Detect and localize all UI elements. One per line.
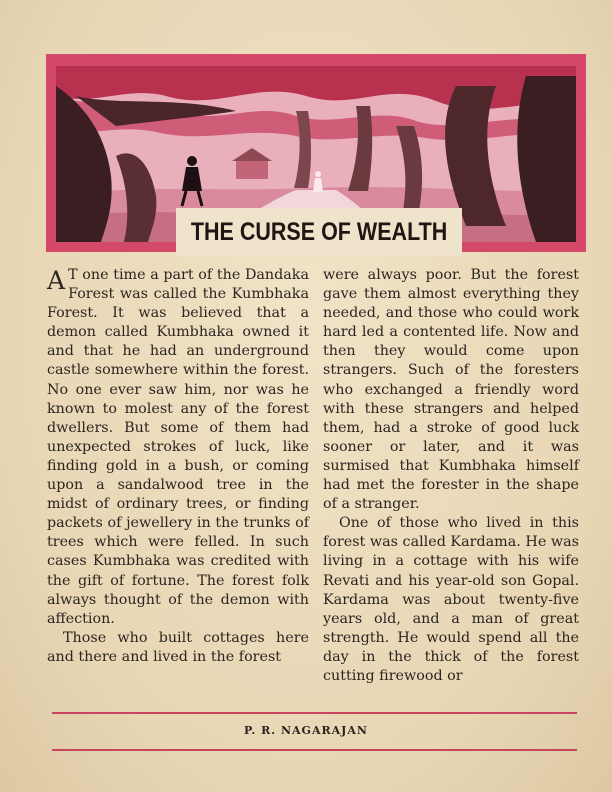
left-column (47, 266, 309, 667)
footer-rule-top (52, 712, 577, 714)
author-byline: P. R. NAGARAJAN (244, 724, 368, 737)
paragraph: One of those who lived in this forest was called Kardama. He was living in a cottage with his wife Revati and his year-old son Gopal. Kardama was about twenty-five years old, and a man of great strength. He would spend all the day in the thick of the forest cutting firewood or (323, 515, 579, 684)
paragraph: were always poor. But the forest gave them almost everything they needed, and those who could work hard led a contented life. Now and then they would come upon strangers. Such of the foresters who exchanged a friendly word with these strangers and helped them, had a stroke of good luck sooner or later, and it was surmised that Kumbhaka himself had met the forester in the shape of a stranger. (323, 267, 579, 513)
paragraph: Those who built cottages here and there and lived in the forest (47, 629, 309, 665)
footer-rule-bottom (52, 749, 577, 751)
drop-cap: A (47, 266, 66, 295)
story-title: THE CURSE OF WEALTH (190, 217, 448, 246)
title-box (176, 208, 462, 256)
paragraph (47, 266, 309, 629)
right-column (323, 266, 579, 686)
paragraph-text: T one time a part of the Dandaka Forest was called the Kumbhaka Forest. It was believed that a demon called Kumbhaka owned it and that he had an underground castle somewhere within the forest. No one ever saw him, nor was he known to molest any of the forest dwellers. But some of them had unexpected strokes of luck, like finding gold in a bush, or coming upon a sandalwood tree in the midst of ordinary trees, or finding packets of jewellery in the trunks of trees which were felled. In such cases Kumbhaka was credited with the gift of fortune. The forest folk always thought of the demon with affection. (47, 267, 309, 627)
